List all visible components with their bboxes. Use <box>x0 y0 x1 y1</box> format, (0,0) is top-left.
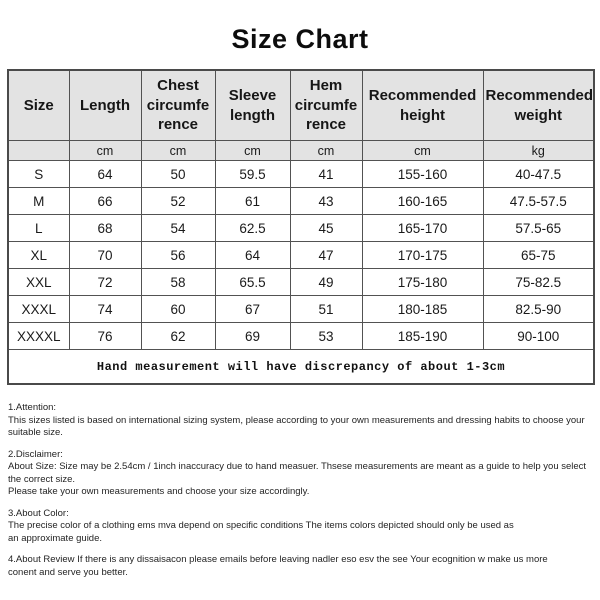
note-line: This sizes listed is based on international sizing system, please according to your own measurements and dressing habits to choose your suitable size. <box>8 414 585 438</box>
unit-cell: cm <box>290 141 362 161</box>
size-cell: XL <box>8 242 69 269</box>
table-footnote-row <box>8 350 594 385</box>
table-row <box>8 296 594 323</box>
value-cell: 90-100 <box>483 323 594 350</box>
value-cell: 57.5-65 <box>483 215 594 242</box>
col-header: Length <box>69 70 141 141</box>
col-header: Sleeve length <box>215 70 290 141</box>
size-table <box>7 69 595 385</box>
col-header: Recommended height <box>362 70 483 141</box>
notes-section <box>8 402 592 579</box>
table-row <box>8 188 594 215</box>
value-cell: 50 <box>141 161 215 188</box>
value-cell: 68 <box>69 215 141 242</box>
size-cell: S <box>8 161 69 188</box>
value-cell: 67 <box>215 296 290 323</box>
note-section <box>8 449 592 499</box>
col-header: Recommended weight <box>483 70 594 141</box>
note-section <box>8 508 592 546</box>
value-cell: 65.5 <box>215 269 290 296</box>
note-line: The precise color of a clothing ems mva depend on specific conditions The items colors depicted should only be used as <box>8 520 514 531</box>
size-table-body <box>8 141 594 350</box>
value-cell: 60 <box>141 296 215 323</box>
table-units-row <box>8 141 594 161</box>
unit-cell <box>8 141 69 161</box>
value-cell: 51 <box>290 296 362 323</box>
value-cell: 56 <box>141 242 215 269</box>
note-heading: 3.About Color: <box>8 507 69 519</box>
unit-cell: kg <box>483 141 594 161</box>
table-row <box>8 215 594 242</box>
value-cell: 64 <box>215 242 290 269</box>
value-cell: 40-47.5 <box>483 161 594 188</box>
value-cell: 175-180 <box>362 269 483 296</box>
value-cell: 170-175 <box>362 242 483 269</box>
table-row <box>8 323 594 350</box>
value-cell: 61 <box>215 188 290 215</box>
page-title: Size Chart <box>231 24 369 54</box>
col-header: Chest circumfe rence <box>141 70 215 141</box>
note-line: 4.About Review If there is any dissaisacon please emails before leaving nadler eso esv the see Your ecognition w make us more <box>8 554 548 565</box>
value-cell: 54 <box>141 215 215 242</box>
value-cell: 74 <box>69 296 141 323</box>
note-section <box>8 554 592 579</box>
table-row <box>8 161 594 188</box>
note-line: conent and serve you better. <box>8 566 128 578</box>
size-cell: M <box>8 188 69 215</box>
value-cell: 160-165 <box>362 188 483 215</box>
value-cell: 47.5-57.5 <box>483 188 594 215</box>
table-header-row <box>8 70 594 141</box>
value-cell: 72 <box>69 269 141 296</box>
value-cell: 53 <box>290 323 362 350</box>
size-cell: L <box>8 215 69 242</box>
value-cell: 155-160 <box>362 161 483 188</box>
unit-cell: cm <box>141 141 215 161</box>
value-cell: 165-170 <box>362 215 483 242</box>
value-cell: 65-75 <box>483 242 594 269</box>
value-cell: 49 <box>290 269 362 296</box>
value-cell: 75-82.5 <box>483 269 594 296</box>
size-cell: XXXL <box>8 296 69 323</box>
col-header: Size <box>8 70 69 141</box>
unit-cell: cm <box>215 141 290 161</box>
value-cell: 70 <box>69 242 141 269</box>
table-footnote: Hand measurement will have discrepancy of about 1-3cm <box>8 350 594 385</box>
value-cell: 82.5-90 <box>483 296 594 323</box>
col-header: Hem circumfe rence <box>290 70 362 141</box>
value-cell: 45 <box>290 215 362 242</box>
value-cell: 69 <box>215 323 290 350</box>
value-cell: 185-190 <box>362 323 483 350</box>
note-line: Please take your own measurements and choose your size accordingly. <box>8 486 310 497</box>
value-cell: 62 <box>141 323 215 350</box>
value-cell: 66 <box>69 188 141 215</box>
size-cell: XXL <box>8 269 69 296</box>
note-line: About Size: Size may be 2.54cm / 1inch inaccuracy due to hand measuer. Thsese measurements are meant as a guide to help you select the correct size. <box>8 461 587 485</box>
value-cell: 180-185 <box>362 296 483 323</box>
value-cell: 62.5 <box>215 215 290 242</box>
size-cell: XXXXL <box>8 323 69 350</box>
value-cell: 47 <box>290 242 362 269</box>
value-cell: 76 <box>69 323 141 350</box>
value-cell: 43 <box>290 188 362 215</box>
note-section <box>8 402 592 440</box>
unit-cell: cm <box>362 141 483 161</box>
table-row <box>8 242 594 269</box>
value-cell: 59.5 <box>215 161 290 188</box>
value-cell: 64 <box>69 161 141 188</box>
value-cell: 41 <box>290 161 362 188</box>
value-cell: 58 <box>141 269 215 296</box>
value-cell: 52 <box>141 188 215 215</box>
note-heading: 1.Attention: <box>8 402 57 413</box>
note-line: an approximate guide. <box>8 532 103 544</box>
note-heading: 2.Disclaimer: <box>8 448 63 460</box>
unit-cell: cm <box>69 141 141 161</box>
table-row <box>8 269 594 296</box>
